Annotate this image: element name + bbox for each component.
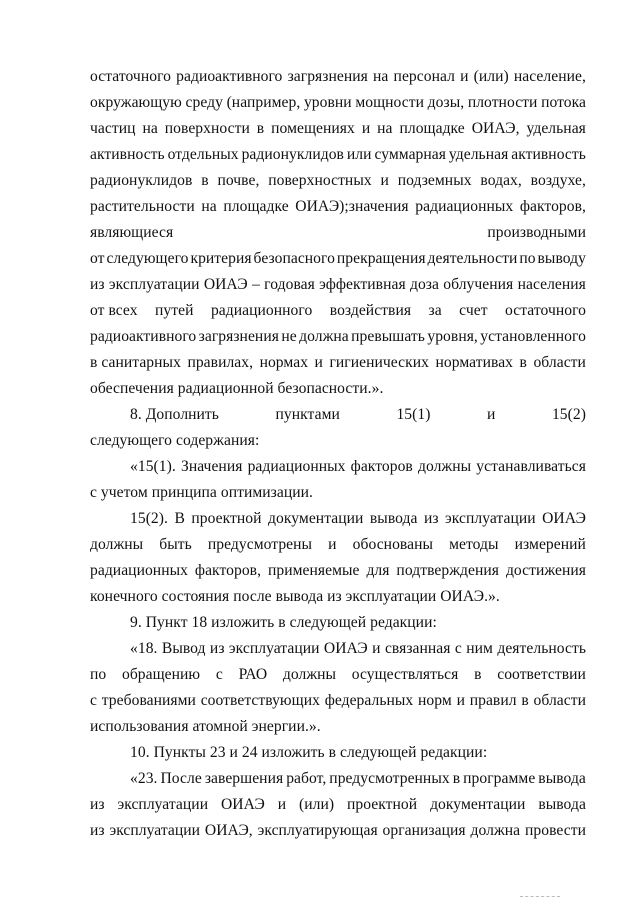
section-heading <box>130 610 586 636</box>
word: по <box>519 250 536 267</box>
word: из <box>90 796 105 813</box>
word: окружающую <box>90 94 182 111</box>
word: должны <box>90 536 144 553</box>
word: обоснованы <box>352 536 434 553</box>
text-line <box>90 714 586 740</box>
text-line <box>90 116 586 142</box>
quote-start <box>130 766 586 792</box>
scan-artifact <box>520 896 560 899</box>
word: безопасного <box>253 250 335 267</box>
word: удельная <box>448 146 509 163</box>
word: эксплуатации <box>228 640 320 657</box>
word: плотности <box>467 94 538 111</box>
word: ОИАЭ <box>220 796 265 813</box>
word: устанавливаться <box>476 458 586 475</box>
word: площадке <box>399 120 465 137</box>
word: радиационных <box>415 198 514 215</box>
word: программе <box>463 770 536 787</box>
word: за <box>428 302 442 319</box>
word: ОИАЭ <box>203 276 248 293</box>
word: должны <box>417 458 472 475</box>
word: деятельности <box>427 250 518 267</box>
word: водах, <box>480 172 522 189</box>
word: осуществляться <box>351 666 459 683</box>
word: ним <box>466 640 493 657</box>
word: выводу <box>537 250 586 267</box>
word: ОИАЭ, <box>471 120 520 137</box>
word: эксплуатации <box>109 822 201 839</box>
word: пунктами <box>275 406 340 423</box>
word: должна <box>299 328 349 345</box>
word: по <box>90 666 107 683</box>
word: среду <box>185 94 223 111</box>
text-line <box>90 480 586 506</box>
word: уровня, <box>427 328 478 345</box>
word: поверхности <box>164 120 250 137</box>
text-line <box>90 350 586 376</box>
word: критерия <box>190 250 252 267</box>
word: применяемые <box>267 562 360 579</box>
word: в <box>201 172 209 189</box>
word: вывода <box>538 770 586 787</box>
word: воздухе, <box>530 172 586 189</box>
text-line <box>90 376 586 402</box>
text-line <box>90 584 586 610</box>
word: путей <box>155 302 194 319</box>
word: для <box>366 562 390 579</box>
word: использования атомной энергии.». <box>90 718 321 735</box>
word: нормативах <box>435 354 514 371</box>
word: факторов, <box>194 562 262 579</box>
word: из <box>90 822 105 839</box>
word: (например, <box>226 94 301 111</box>
word: соответствии <box>497 666 586 683</box>
word: или <box>346 146 372 163</box>
word: предусмотренных <box>329 770 450 787</box>
word: помещениях <box>271 120 355 137</box>
word: следующего <box>106 250 189 267</box>
word: Вывод <box>161 640 206 657</box>
word: 15(2). <box>130 510 168 527</box>
word: и <box>487 406 496 423</box>
word: и <box>380 172 389 189</box>
word: РАО <box>238 666 268 683</box>
word: федеральных <box>324 692 414 709</box>
word: загрязнения <box>287 68 368 85</box>
word: поверхностных <box>268 172 372 189</box>
word: персонал <box>393 68 455 85</box>
word: обеспечения радиационной безопасности.». <box>90 380 384 397</box>
word: измерений <box>514 536 586 553</box>
word: площадке <box>223 198 289 215</box>
word: из <box>423 510 439 527</box>
text-line <box>90 324 586 350</box>
word: проектной <box>191 510 262 527</box>
word: подземных <box>397 172 472 189</box>
word: предусмотрены <box>207 536 313 553</box>
word: ОИАЭ, <box>204 822 253 839</box>
word: эксплуатации <box>117 796 209 813</box>
word: остаточного <box>90 68 171 85</box>
word: из <box>209 640 225 657</box>
quote-start <box>130 636 586 662</box>
word: деятельность <box>497 640 586 657</box>
word: проектной <box>347 796 418 813</box>
word: правилах, <box>187 354 254 371</box>
word: вывода <box>369 510 418 527</box>
word: и <box>372 640 381 657</box>
text-line <box>90 558 586 584</box>
word: должна <box>470 822 521 839</box>
word: в <box>521 692 529 709</box>
word: мощности <box>355 94 425 111</box>
word: документации <box>268 510 364 527</box>
text-line <box>90 220 586 246</box>
paragraph-start <box>130 506 586 532</box>
word: доза <box>409 276 439 293</box>
word: являющиеся <box>90 224 174 241</box>
text-line <box>90 272 586 298</box>
word: и <box>328 536 337 553</box>
word: прекращения <box>336 250 426 267</box>
word: соответствующих <box>200 692 320 709</box>
word: воздействия <box>329 302 412 319</box>
word: удельная <box>526 120 586 137</box>
word: «15(1). <box>130 458 176 475</box>
word: – <box>252 276 260 293</box>
word: радионуклидов <box>241 146 344 163</box>
word: области <box>533 692 586 709</box>
word: и <box>456 692 465 709</box>
word: на <box>142 120 158 137</box>
word: 8. Дополнить <box>130 406 219 423</box>
word: в санитарных <box>90 354 181 371</box>
word: и <box>314 354 323 371</box>
word: с <box>454 640 462 657</box>
word: отдельных <box>167 146 239 163</box>
text-line <box>90 662 586 688</box>
word: В <box>174 510 185 527</box>
word: почве, <box>217 172 260 189</box>
word: требованиями <box>101 692 196 709</box>
word: в <box>474 666 482 683</box>
word: быть <box>159 536 192 553</box>
word: вывода <box>538 796 586 813</box>
word: эксплуатирующая <box>257 822 378 839</box>
word: не <box>281 328 297 345</box>
word: методы <box>449 536 499 553</box>
word: ОИАЭ);значения <box>295 198 409 215</box>
word: Значения <box>180 458 243 475</box>
word: конечного состояния после вывода из эксплуатации ОИАЭ.». <box>90 588 500 605</box>
word: радиационного <box>210 302 313 319</box>
text-line <box>90 532 586 558</box>
word: (или) <box>299 796 335 813</box>
word: и <box>460 68 469 85</box>
word: 15(1) <box>396 406 431 423</box>
word: подтверждения <box>396 562 499 579</box>
word: в <box>452 770 461 787</box>
word: на <box>373 68 389 85</box>
word: с <box>90 692 97 709</box>
word: нормах <box>259 354 309 371</box>
word: суммарная <box>374 146 446 163</box>
word: провести <box>524 822 586 839</box>
word: 9. Пункт 18 изложить в следующей редакции: <box>130 614 437 631</box>
word: факторов <box>350 458 413 475</box>
word: радиоактивного <box>90 328 197 345</box>
word: счет <box>459 302 488 319</box>
text-line <box>90 792 586 818</box>
word: население, <box>513 68 586 85</box>
word: завершения <box>204 770 284 787</box>
word: частиц <box>90 120 136 137</box>
word: установленного <box>480 328 586 345</box>
word: (или) <box>473 68 509 85</box>
word: правил <box>469 692 517 709</box>
word: населения <box>517 276 586 293</box>
word: После <box>160 770 202 787</box>
word: радионуклидов <box>90 172 193 189</box>
word: от всех <box>90 302 138 319</box>
text-line <box>90 246 586 272</box>
word: «23. <box>130 770 158 787</box>
word: уровни <box>303 94 352 111</box>
word: годовая <box>264 276 315 293</box>
word: достижения <box>505 562 586 579</box>
word: радиационных <box>90 562 188 579</box>
word: растительности <box>90 198 195 215</box>
section-heading <box>130 402 586 428</box>
word: с учетом принципа оптимизации. <box>90 484 313 501</box>
text-line <box>90 428 586 454</box>
word: 15(2) <box>551 406 586 423</box>
word: облучения <box>443 276 514 293</box>
text-line <box>90 64 586 90</box>
word: из <box>90 276 105 293</box>
word: норм <box>418 692 452 709</box>
word: на <box>201 198 217 215</box>
word: обращению <box>121 666 201 683</box>
text-line <box>90 194 586 220</box>
word: гигиенических <box>329 354 429 371</box>
word: потока <box>541 94 586 111</box>
word: должны <box>282 666 337 683</box>
word: и <box>277 796 287 813</box>
section-heading <box>130 740 586 766</box>
word: области <box>533 354 586 371</box>
quote-start <box>130 454 586 480</box>
word: в <box>256 120 265 137</box>
word: в <box>519 354 527 371</box>
word: эффективная <box>319 276 406 293</box>
word: дозы, <box>427 94 465 111</box>
word: ОИАЭ <box>323 640 368 657</box>
word: факторов, <box>519 198 586 215</box>
text-line <box>90 688 586 714</box>
word: радиоактивного <box>176 68 283 85</box>
text-line <box>90 90 586 116</box>
word: документации <box>430 796 526 813</box>
word: и <box>361 120 371 137</box>
word: активность <box>511 146 586 163</box>
word: эксплуатации <box>108 276 200 293</box>
word: 10. Пункты 23 и 24 изложить в следующей редакции: <box>130 744 488 761</box>
word: эксплуатации <box>445 510 536 527</box>
text-line <box>90 168 586 194</box>
word: с <box>215 666 223 683</box>
word: ОИАЭ <box>542 510 586 527</box>
text-line <box>90 818 586 844</box>
word: загрязнения <box>198 328 279 345</box>
word: от <box>90 250 105 267</box>
word: остаточного <box>505 302 586 319</box>
word: «18. <box>130 640 158 657</box>
text-line <box>90 298 586 324</box>
word: активность <box>90 146 165 163</box>
word: превышать <box>351 328 425 345</box>
word: следующего содержания: <box>90 432 260 449</box>
word: работ, <box>286 770 327 787</box>
text-line <box>90 142 586 168</box>
word: радиационных <box>247 458 346 475</box>
word: производными <box>487 224 586 241</box>
word: связанная <box>384 640 451 657</box>
word: на <box>377 120 393 137</box>
word: организация <box>382 822 466 839</box>
